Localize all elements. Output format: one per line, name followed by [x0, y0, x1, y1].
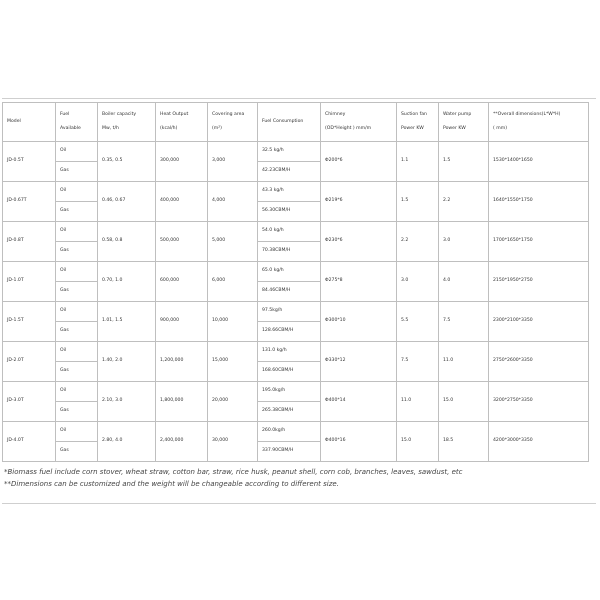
header-suction-fan: Suction fan Power KW [397, 103, 439, 142]
consumption-oil-cell: 131.0 kg/h [258, 342, 321, 362]
fuel-gas-cell: Gas [56, 322, 98, 342]
table-row [3, 142, 589, 162]
covering-area-cell: 6,000 [208, 262, 258, 302]
fuel-gas-cell: Gas [56, 242, 98, 262]
fuel-oil-cell: Oil [56, 142, 98, 162]
consumption-gas-cell: 128.66CBM/H [258, 322, 321, 342]
water-pump-cell: 3.0 [439, 222, 489, 262]
chimney-cell: Φ230*6 [321, 222, 397, 262]
suction-fan-cell: 3.0 [397, 262, 439, 302]
covering-area-cell: 15,000 [208, 342, 258, 382]
table-body [3, 142, 589, 462]
heat-output-cell: 2,400,000 [156, 422, 208, 462]
dimensions-cell: 2300*2100*3350 [489, 302, 589, 342]
model-cell: JD-1.5T [3, 302, 56, 342]
covering-area-cell: 10,000 [208, 302, 258, 342]
water-pump-cell: 4.0 [439, 262, 489, 302]
boiler-capacity-cell: 1.01, 1.5 [98, 302, 156, 342]
consumption-gas-cell: 42.23CBM/H [258, 162, 321, 182]
consumption-oil-cell: 97.5kg/h [258, 302, 321, 322]
model-cell: JD-1.0T [3, 262, 56, 302]
chimney-cell: Φ219*6 [321, 182, 397, 222]
consumption-gas-cell: 337.90CBM/H [258, 442, 321, 462]
footnotes [4, 466, 594, 490]
boiler-capacity-cell: 0.35, 0.5 [98, 142, 156, 182]
heat-output-cell: 600,000 [156, 262, 208, 302]
water-pump-cell: 11.0 [439, 342, 489, 382]
fuel-gas-cell: Gas [56, 362, 98, 382]
consumption-gas-cell: 84.46CBM/H [258, 282, 321, 302]
suction-fan-cell: 1.1 [397, 142, 439, 182]
model-cell: JD-0.8T [3, 222, 56, 262]
consumption-oil-cell: 32.5 kg/h [258, 142, 321, 162]
boiler-capacity-cell: 2.10, 3.0 [98, 382, 156, 422]
consumption-oil-cell: 260.0kg/h [258, 422, 321, 442]
chimney-cell: Φ200*6 [321, 142, 397, 182]
suction-fan-cell: 7.5 [397, 342, 439, 382]
dimensions-cell: 2750*2600*3350 [489, 342, 589, 382]
table-row [3, 182, 589, 202]
boiler-capacity-cell: 2.80, 4.0 [98, 422, 156, 462]
fuel-gas-cell: Gas [56, 402, 98, 422]
covering-area-cell: 3,000 [208, 142, 258, 182]
heat-output-cell: 1,800,000 [156, 382, 208, 422]
header-water-pump: Water pump Power KW [439, 103, 489, 142]
suction-fan-cell: 1.5 [397, 182, 439, 222]
fuel-gas-cell: Gas [56, 282, 98, 302]
boiler-capacity-cell: 0.46, 0.67 [98, 182, 156, 222]
chimney-cell: Φ330*12 [321, 342, 397, 382]
consumption-gas-cell: 70.38CBM/H [258, 242, 321, 262]
boiler-capacity-cell: 1.40, 2.0 [98, 342, 156, 382]
dimensions-cell: 1530*1400*1650 [489, 142, 589, 182]
table-row [3, 382, 589, 402]
chimney-cell: Φ400*16 [321, 422, 397, 462]
header-overall-dimensions: **Overall dimensions(L*W*H) ( mm) [489, 103, 589, 142]
covering-area-cell: 5,000 [208, 222, 258, 262]
heat-output-cell: 400,000 [156, 182, 208, 222]
fuel-oil-cell: Oil [56, 382, 98, 402]
fuel-oil-cell: Oil [56, 222, 98, 242]
header-chimney: Chimney (OD*Height ) mm/m [321, 103, 397, 142]
heat-output-cell: 1,200,000 [156, 342, 208, 382]
heat-output-cell: 300,000 [156, 142, 208, 182]
dimensions-cell: 3200*2750*3350 [489, 382, 589, 422]
boiler-spec-table [2, 102, 589, 462]
header-boiler-capacity: Boiler capacity Mw, t/h [98, 103, 156, 142]
model-cell: JD-0.67T [3, 182, 56, 222]
model-cell: JD-4.0T [3, 422, 56, 462]
model-cell: JD-0.5T [3, 142, 56, 182]
header-model: Model [3, 103, 56, 142]
table-header-row [3, 103, 589, 142]
consumption-gas-cell: 56.30CBM/H [258, 202, 321, 222]
fuel-oil-cell: Oil [56, 182, 98, 202]
fuel-gas-cell: Gas [56, 162, 98, 182]
water-pump-cell: 1.5 [439, 142, 489, 182]
boiler-capacity-cell: 0.70, 1.0 [98, 262, 156, 302]
boiler-capacity-cell: 0.58, 0.8 [98, 222, 156, 262]
covering-area-cell: 30,000 [208, 422, 258, 462]
water-pump-cell: 2.2 [439, 182, 489, 222]
consumption-oil-cell: 43.3 kg/h [258, 182, 321, 202]
consumption-gas-cell: 168.60CBM/H [258, 362, 321, 382]
table-row [3, 342, 589, 362]
suction-fan-cell: 5.5 [397, 302, 439, 342]
dimensions-cell: 2150*1950*2750 [489, 262, 589, 302]
covering-area-cell: 4,000 [208, 182, 258, 222]
model-cell: JD-2.0T [3, 342, 56, 382]
suction-fan-cell: 11.0 [397, 382, 439, 422]
consumption-oil-cell: 195.0kg/h [258, 382, 321, 402]
chimney-cell: Φ300*10 [321, 302, 397, 342]
dimensions-cell: 4200*3000*3350 [489, 422, 589, 462]
consumption-oil-cell: 54.0 kg/h [258, 222, 321, 242]
heat-output-cell: 900,000 [156, 302, 208, 342]
table-row [3, 422, 589, 442]
chimney-cell: Φ275*8 [321, 262, 397, 302]
water-pump-cell: 15.0 [439, 382, 489, 422]
dimensions-cell: 1700*1650*1750 [489, 222, 589, 262]
header-covering-area: Covering area (m²) [208, 103, 258, 142]
fuel-gas-cell: Gas [56, 202, 98, 222]
table-row [3, 302, 589, 322]
fuel-oil-cell: Oil [56, 262, 98, 282]
covering-area-cell: 20,000 [208, 382, 258, 422]
fuel-oil-cell: Oil [56, 342, 98, 362]
biomass-note: *Biomass fuel include corn stover, wheat straw, cotton bar, straw, rice husk, peanut shell, corn cob, branches, leaves, sawdust, etc [4, 468, 463, 476]
water-pump-cell: 7.5 [439, 302, 489, 342]
consumption-gas-cell: 265.38CBM/H [258, 402, 321, 422]
dimensions-note: **Dimensions can be customized and the weight will be changeable according to different size. [4, 480, 339, 488]
table-row [3, 222, 589, 242]
table-row [3, 262, 589, 282]
model-cell: JD-3.0T [3, 382, 56, 422]
fuel-oil-cell: Oil [56, 422, 98, 442]
suction-fan-cell: 2.2 [397, 222, 439, 262]
header-fuel: Fuel Available [56, 103, 98, 142]
fuel-gas-cell: Gas [56, 442, 98, 462]
fuel-oil-cell: Oil [56, 302, 98, 322]
consumption-oil-cell: 65.0 kg/h [258, 262, 321, 282]
header-heat-output: Heat Output (kcal/h) [156, 103, 208, 142]
header-fuel-consumption: Fuel Consumption [258, 103, 321, 142]
water-pump-cell: 18.5 [439, 422, 489, 462]
heat-output-cell: 500,000 [156, 222, 208, 262]
dimensions-cell: 1640*1550*1750 [489, 182, 589, 222]
suction-fan-cell: 15.0 [397, 422, 439, 462]
chimney-cell: Φ400*14 [321, 382, 397, 422]
